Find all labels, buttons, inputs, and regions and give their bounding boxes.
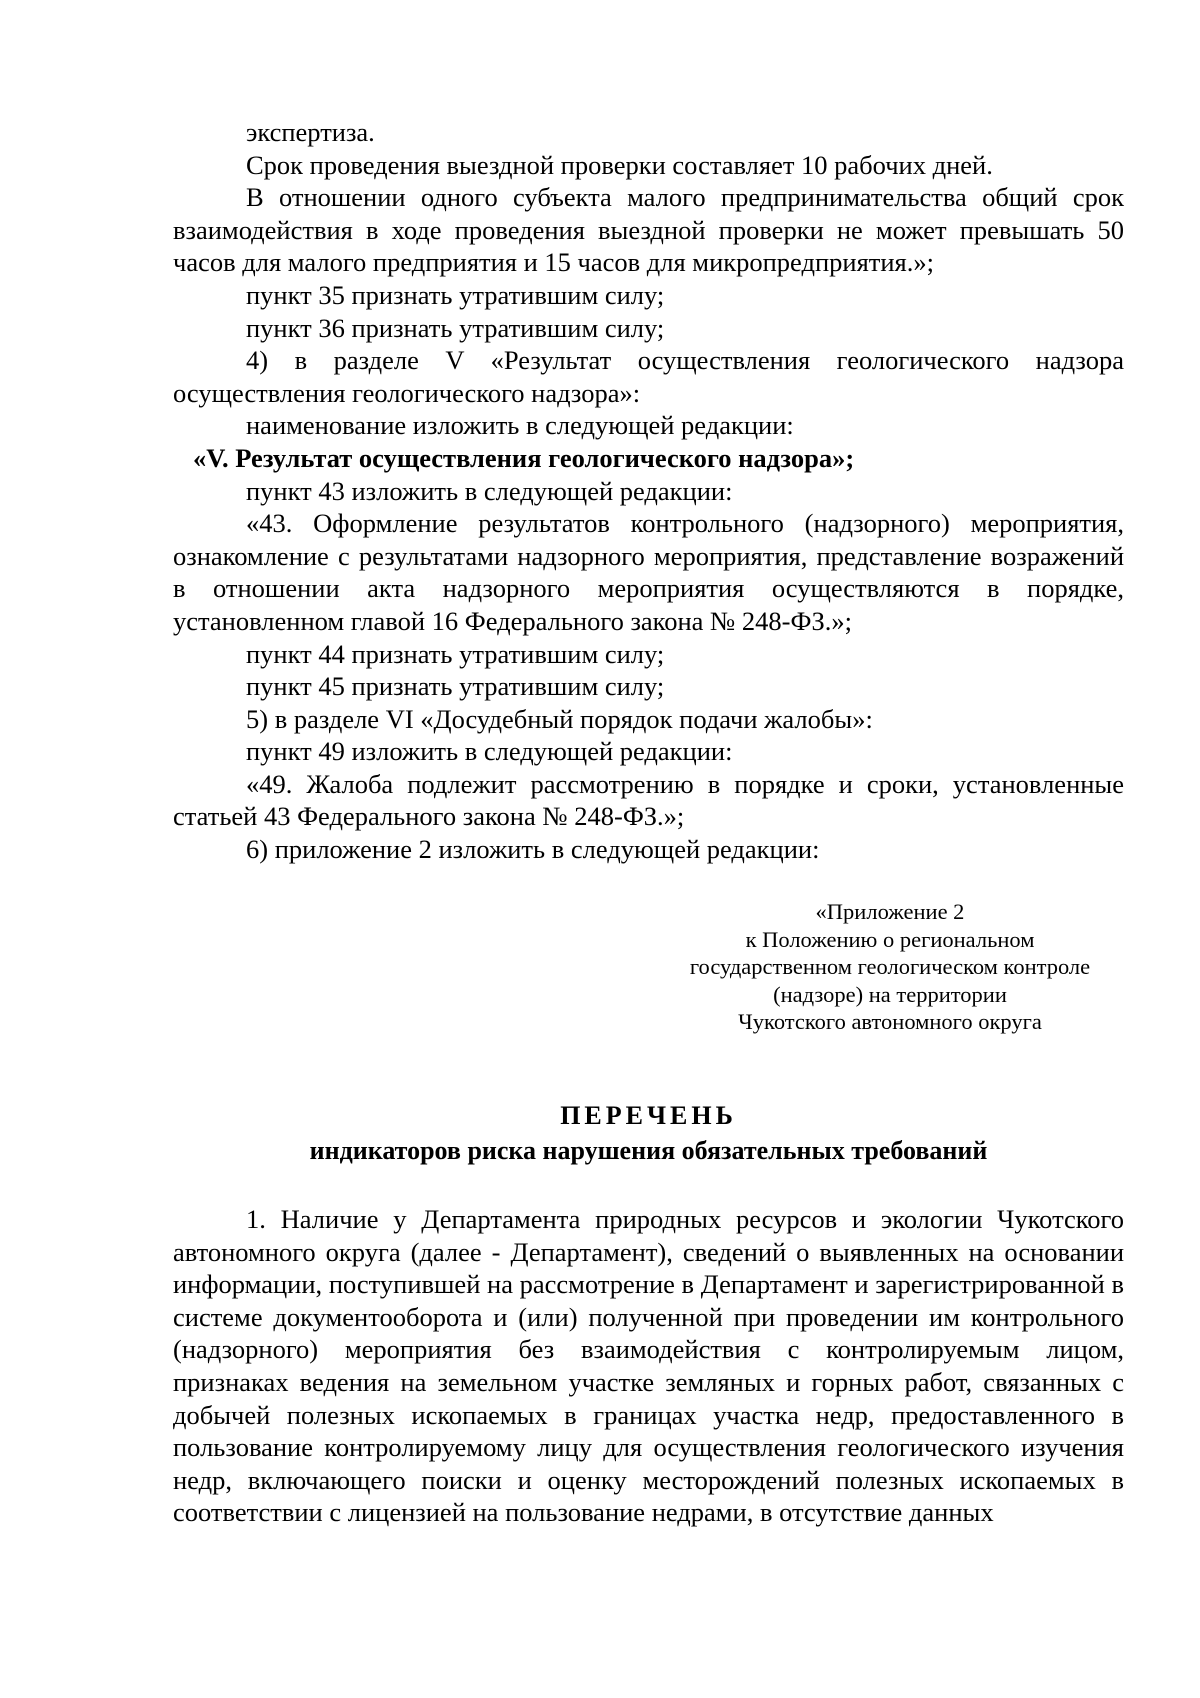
appendix-line: Чукотского автономного округа (738, 1009, 1042, 1035)
list-heading (173, 1100, 1124, 1167)
paragraph: 5) в разделе VI «Досудебный порядок подачи жалобы»: (246, 703, 873, 734)
section-title: «V. Результат осуществления геологического надзора»; (193, 442, 855, 473)
appendix-line: (надзоре) на территории (773, 981, 1007, 1007)
paragraph: «49. Жалоба подлежит рассмотрению в порядке и сроки, установленные статьей 43 Федерального закона № 248-ФЗ.»; (173, 768, 1124, 832)
paragraph: 4) в разделе V «Результат осуществления геологического надзора осуществления геологического надзора»: (173, 345, 1124, 408)
paragraph: 6) приложение 2 изложить в следующей редакции: (246, 834, 820, 865)
paragraph: пункт 49 изложить в следующей редакции: (246, 736, 733, 767)
appendix-line: государственном геологическом контроле (689, 954, 1091, 980)
appendix-reference (660, 898, 1120, 1036)
amendments-text (173, 116, 1124, 866)
paragraph: пункт 35 признать утратившим силу; (246, 279, 665, 310)
heading-title: ПЕРЕЧЕНЬ (560, 1101, 737, 1130)
paragraph: пункт 44 признать утратившим силу; (246, 638, 665, 669)
paragraph: Срок проведения выездной проверки составляет 10 рабочих дней. (246, 149, 993, 180)
appendix-line: «Приложение 2 (815, 899, 965, 924)
paragraph: пункт 43 изложить в следующей редакции: (246, 475, 733, 506)
paragraph: пункт 36 признать утратившим силу; (246, 312, 665, 343)
appendix-line: к Положению о региональном (745, 926, 1035, 952)
list-item: 1. Наличие у Департамента природных ресурсов и экологии Чукотского автономного округа (далее - Департамент), сведений о выявленных на основании информации, поступившей на рассмотрение в Департамент и зарегистрированной в системе документооборота и (или) полученной при проведении им контрольного (надзорного) мероприятия без взаимодействия с контролируемым лицом, признаках ведения на земельном участке земляных и горных работ, связанных с добычей полезных ископаемых в границах участка недр, предоставленного в пользование контролируемому лицу для осуществления геологического изучения недр, включающего поиски и оценку месторождений полезных ископаемых в соответствии с лицензией на пользование недрами, в отсутствие данных (173, 1204, 1124, 1528)
risk-indicators-text (173, 1203, 1124, 1529)
heading-subtitle: индикаторов риска нарушения обязательных требований (309, 1136, 988, 1165)
paragraph: экспертиза. (246, 117, 375, 147)
paragraph: В отношении одного субъекта малого предпринимательства общий срок взаимодействия в ходе проведения выездной проверки не может превышать 50 часов для малого предприятия и 15 часов для микропредприятия.»; (173, 182, 1124, 278)
paragraph: наименование изложить в следующей редакции: (246, 410, 794, 441)
paragraph: «43. Оформление результатов контрольного (надзорного) мероприятия, ознакомление с результатами надзорного мероприятия, представление возражений в отношении акта надзорного мероприятия осуществляются в порядке, установленном главой 16 Федерального закона № 248-ФЗ.»; (173, 508, 1124, 636)
paragraph: пункт 45 признать утратившим силу; (246, 671, 665, 702)
